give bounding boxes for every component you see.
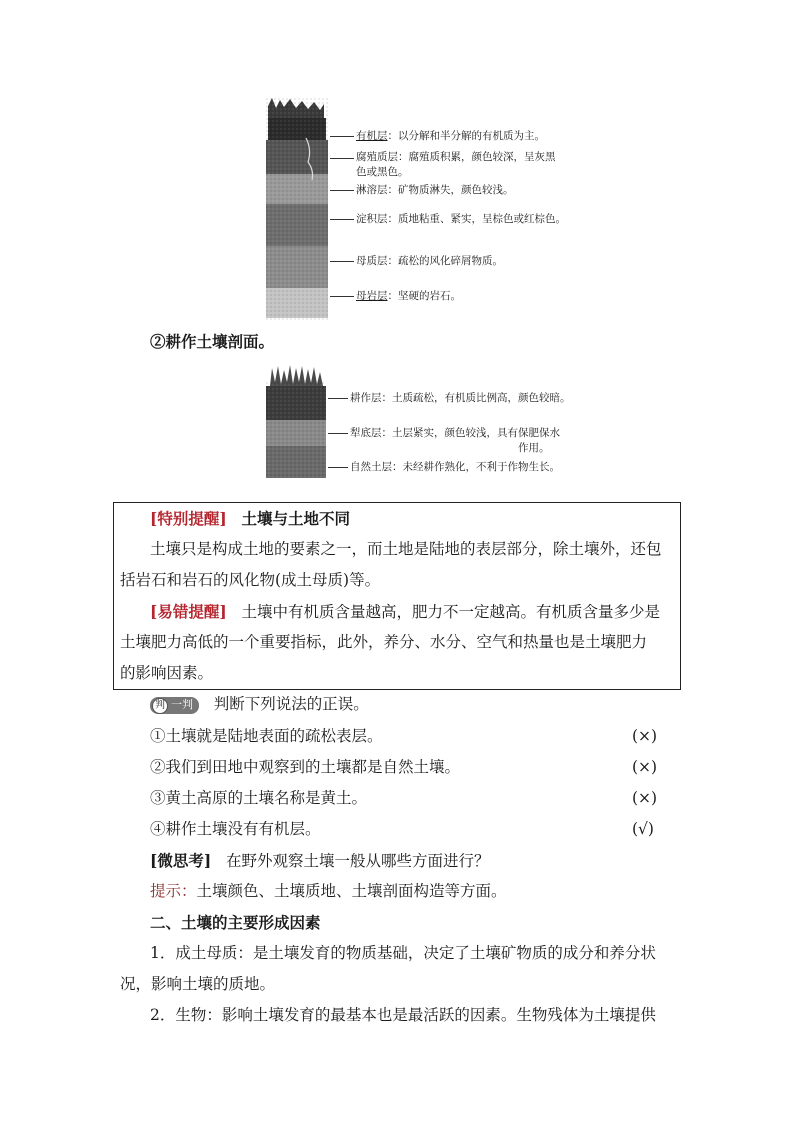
caption-cultivated-profile: ②耕作土壤剖面。 — [150, 332, 275, 351]
layer-label-eluvial: 淋溶层：矿物质淋失，颜色较浅。 — [356, 184, 514, 196]
section2-heading: 二、土壤的主要形成因素 — [150, 913, 321, 932]
layer-label-organic: 有机层：以分解和半分解的有机质为主。 — [356, 130, 545, 142]
tip1-line1: 土壤只是构成土地的要素之一，而土地是陆地的表层部分，除土壤外，还包 — [150, 540, 662, 558]
think-label: [微思考] — [150, 851, 212, 870]
hint-text: 土壤颜色、土壤质地、土壤剖面构造等方面。 — [196, 882, 507, 900]
layer-label-bedrock: 母岩层：坚硬的岩石。 — [356, 290, 461, 302]
soil-profile-image-natural — [262, 98, 342, 320]
judge-answer-2: (×) — [632, 758, 658, 776]
tip2-line1: [易错提醒] 土壤中有机质含量越高，肥力不一定越高。有机质含量多少是 — [150, 602, 660, 621]
tip1-heading — [150, 503, 350, 535]
judge-answer-4: (√) — [632, 820, 654, 838]
think-question: 在野外观察土壤一般从哪些方面进行？ — [225, 852, 490, 870]
tip1-label: [特别提醒] — [150, 509, 227, 528]
judge-item-4: ④耕作土壤没有有机层。 — [150, 820, 321, 838]
layer-label-natural-soil: 自然土层：未经耕作熟化，不利于作物生长。 — [350, 461, 560, 473]
tip2-line3: 的影响因素。 — [120, 664, 214, 682]
tip2-line2: 土壤肥力高低的一个重要指标，此外，养分、水分、空气和热量也是土壤肥力 — [120, 633, 648, 651]
hint-row — [150, 876, 507, 907]
judge-answer-3: (×) — [632, 789, 658, 807]
section2-p1-line1: 1．成土母质：是土壤发育的物质基础，决定了土壤矿物质的成分和养分状 — [150, 944, 656, 962]
layer-label-plowpan: 犁底层：土层紧实，颜色较浅，具有保肥保水 作用。 — [350, 427, 560, 454]
judge-item-3: ③黄土高原的土壤名称是黄土。 — [150, 789, 368, 807]
section2-p2-line1: 2．生物：影响土壤发育的最基本也是最活跃的因素。生物残体为土壤提供 — [150, 1006, 656, 1024]
think-row — [150, 845, 489, 877]
judge-tag-icon: 判 一判 — [150, 697, 199, 714]
tip1-line2: 括岩石和岩石的风化物(成土母质)等。 — [120, 571, 381, 589]
soil-profile-image-cultivated — [262, 362, 342, 480]
section2-p1-line2: 况，影响土壤的质地。 — [120, 975, 276, 993]
judge-answer-1: (×) — [632, 727, 658, 745]
judge-intro-row — [150, 689, 369, 720]
judge-intro: 判断下列说法的正误。 — [213, 695, 369, 713]
judge-item-2: ②我们到田地中观察到的土壤都是自然土壤。 — [150, 758, 461, 776]
tip2-label: [易错提醒] — [150, 602, 227, 621]
tip1-title: 土壤与土地不同 — [241, 509, 350, 528]
hint-label: 提示： — [150, 882, 197, 900]
layer-label-humus: 腐殖质层：腐殖质积累，颜色较深，呈灰黑 色或黑色。 — [356, 151, 556, 178]
layer-label-illuvial: 淀积层：质地粘重、紧实，呈棕色或红棕色。 — [356, 213, 566, 225]
judge-item-1: ①土壤就是陆地表面的疏松表层。 — [150, 727, 383, 745]
layer-label-parent-material: 母质层：疏松的风化碎屑物质。 — [356, 255, 503, 267]
layer-label-plow: 耕作层：土质疏松，有机质比例高，颜色较暗。 — [350, 392, 571, 404]
